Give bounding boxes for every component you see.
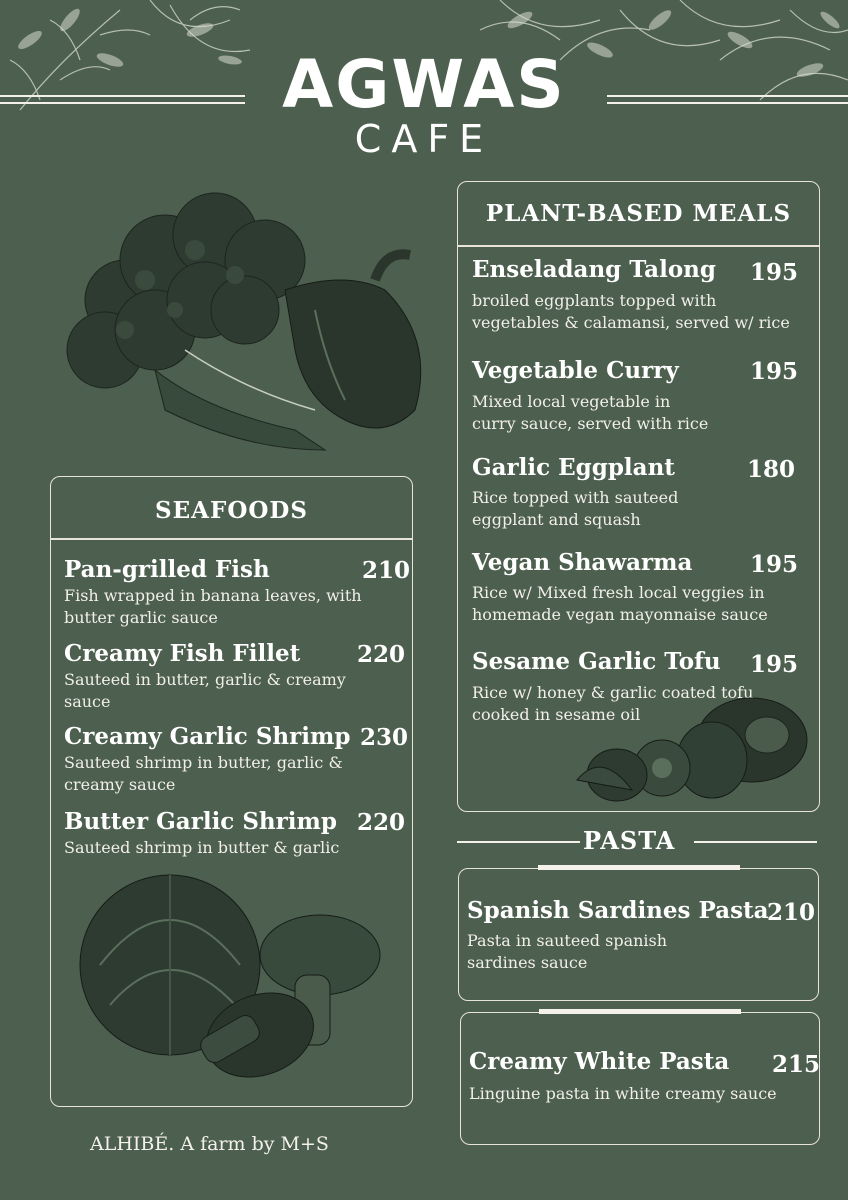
menu-item-name: Vegan Shawarma — [472, 549, 693, 576]
menu-item-name: Creamy Garlic Shrimp — [64, 723, 351, 750]
menu-item-desc: vegetables & calamansi, served w/ rice — [472, 313, 790, 332]
menu-item-desc: cooked in sesame oil — [472, 705, 641, 724]
menu-item-price: 220 — [357, 641, 406, 668]
menu-item-price: 230 — [360, 724, 409, 751]
menu-item-price: 210 — [767, 899, 816, 926]
seafoods-heading: SEAFOODS — [155, 497, 308, 524]
menu-item-name: Vegetable Curry — [472, 357, 679, 384]
menu-item-desc: Mixed local vegetable in — [472, 392, 671, 411]
pasta-item-card — [458, 868, 819, 1001]
menu-item-price: 195 — [750, 651, 799, 678]
brand-subtitle: CAFE — [354, 117, 494, 161]
menu-item-name: Creamy White Pasta — [469, 1048, 730, 1075]
menu-item-desc: homemade vegan mayonnaise sauce — [472, 605, 768, 624]
menu-item-desc: Sauteed in butter, garlic & creamy — [64, 670, 346, 689]
pasta-card-accent — [538, 865, 740, 870]
menu-item-name: Garlic Eggplant — [472, 454, 675, 481]
section-divider — [51, 538, 412, 540]
footer-text: ALHIBÉ. A farm by M+S — [90, 1133, 329, 1155]
menu-item-desc: eggplant and squash — [472, 510, 641, 529]
menu-item-desc: sardines sauce — [467, 953, 588, 972]
menu-item-price: 215 — [772, 1051, 821, 1078]
menu-item-name: Enseladang Talong — [472, 256, 716, 283]
section-divider — [458, 245, 819, 247]
menu-item-desc: butter garlic sauce — [64, 608, 218, 627]
menu-item-desc: broiled eggplants topped with — [472, 291, 717, 310]
menu-item-desc: sauce — [64, 692, 111, 711]
menu-item-desc: Linguine pasta in white creamy sauce — [469, 1084, 777, 1103]
menu-item-desc: curry sauce, served with rice — [472, 414, 709, 433]
menu-item-price: 195 — [750, 551, 799, 578]
pasta-item-card — [460, 1012, 820, 1145]
menu-item-name: Creamy Fish Fillet — [64, 640, 301, 667]
broccoli-pepper-sketch — [45, 180, 445, 470]
pasta-heading: PASTA — [583, 826, 676, 855]
menu-item-price: 180 — [747, 456, 796, 483]
menu-item-desc: Rice w/ Mixed fresh local veggies in — [472, 583, 765, 602]
menu-item-desc: Rice topped with sauteed — [472, 488, 679, 507]
menu-item-desc: Fish wrapped in banana leaves, with — [64, 586, 362, 605]
kiwi-avocado-sketch — [572, 680, 822, 810]
plant-based-heading: PLANT-BASED MEALS — [485, 200, 792, 227]
menu-item-desc: Pasta in sauteed spanish — [467, 931, 668, 950]
menu-item-desc: Sauteed shrimp in butter, garlic & — [64, 753, 343, 772]
menu-item-name: Pan-grilled Fish — [64, 556, 270, 583]
menu-item-price: 195 — [750, 259, 799, 286]
menu-item-name: Butter Garlic Shrimp — [64, 808, 337, 835]
cabbage-mushroom-sketch — [70, 855, 390, 1105]
menu-item-name: Spanish Sardines Pasta — [467, 897, 769, 924]
menu-item-price: 210 — [362, 557, 411, 584]
brand-title: AGWAS — [282, 46, 566, 123]
menu-item-desc: Rice w/ honey & garlic coated tofu — [472, 683, 754, 702]
menu-item-price: 220 — [357, 809, 406, 836]
pasta-card-accent — [539, 1009, 741, 1014]
menu-item-desc: creamy sauce — [64, 775, 176, 794]
menu-item-name: Sesame Garlic Tofu — [472, 648, 721, 675]
pasta-rule-left — [457, 841, 580, 843]
pasta-rule-right — [694, 841, 817, 843]
menu-item-price: 195 — [750, 358, 799, 385]
menu-item-desc: Sauteed shrimp in butter & garlic — [64, 838, 340, 857]
